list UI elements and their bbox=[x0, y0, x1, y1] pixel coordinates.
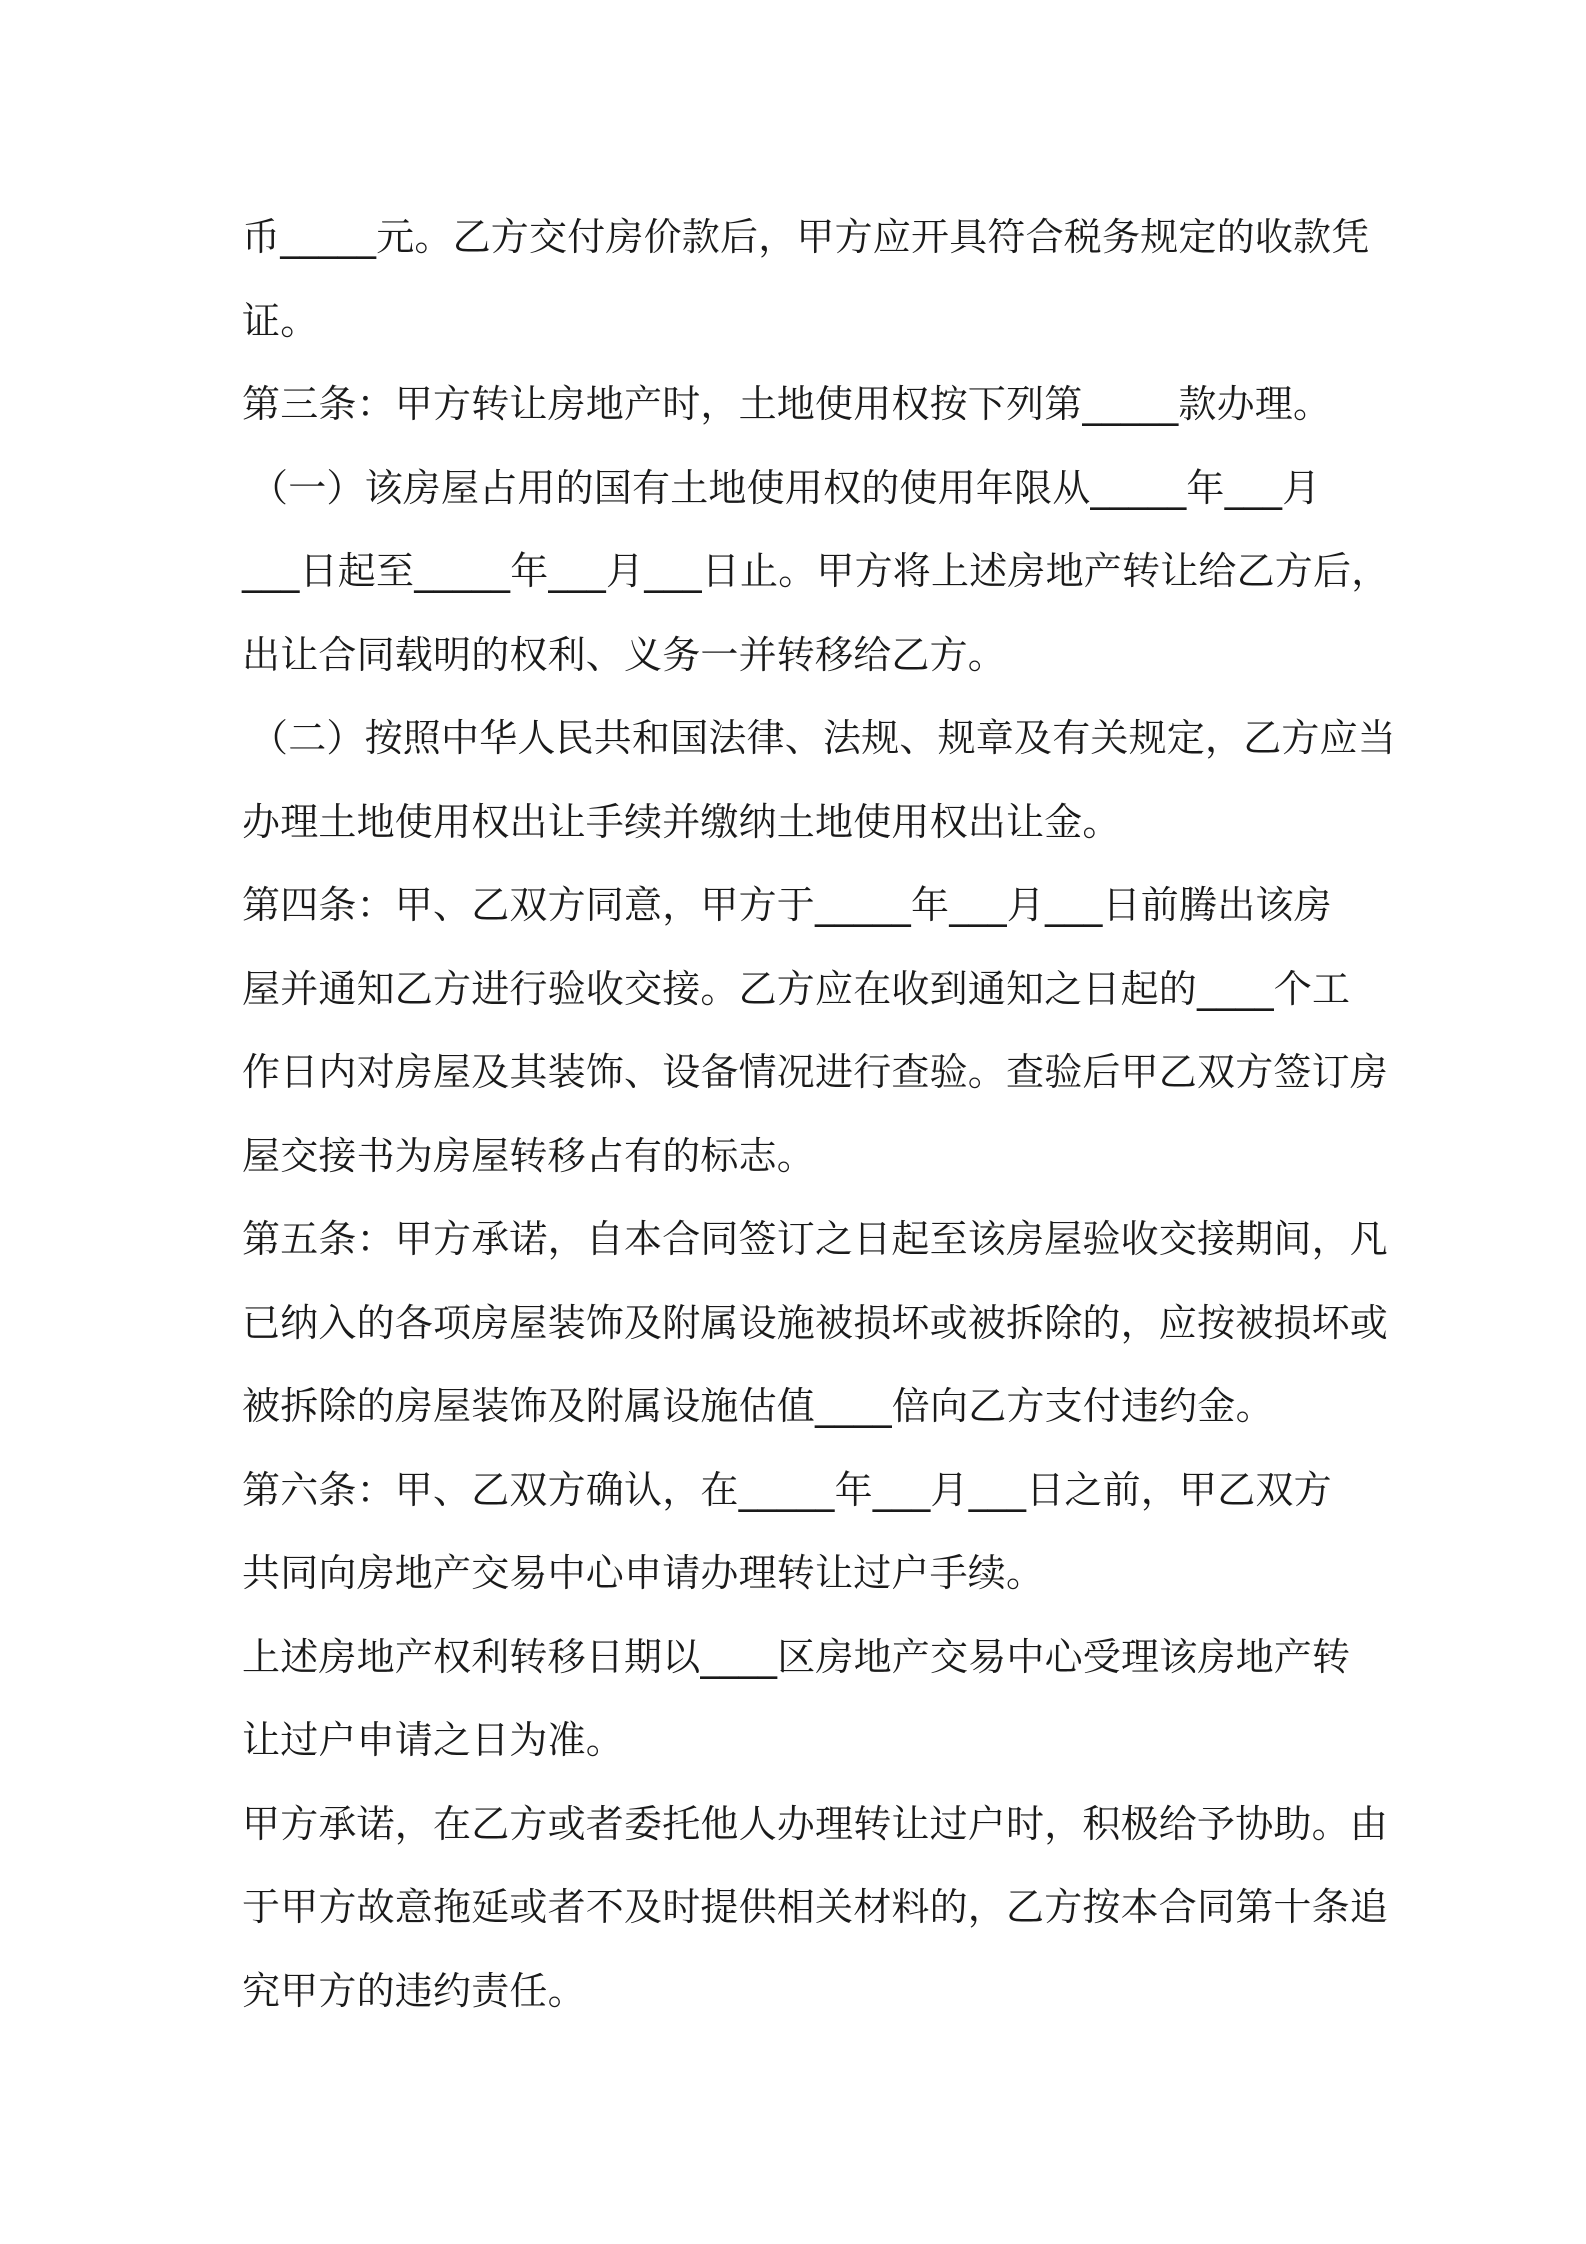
article-3-heading: 第三条：甲方转让房地产时，土地使用权按下列第_____款办理。 bbox=[242, 382, 1332, 426]
text-line: 共同向房地产交易中心申请办理转让过户手续。 bbox=[242, 1551, 1045, 1595]
article-5-heading: 第五条：甲方承诺，自本合同签订之日起至该房屋验收交接期间，凡 bbox=[242, 1217, 1389, 1261]
text-line: 屋并通知乙方进行验收交接。乙方应在收到通知之日起的____个工 bbox=[242, 966, 1351, 1011]
text-line: 屋交接书为房屋转移占有的标志。 bbox=[242, 1133, 816, 1178]
text-line: 让过户申请之日为准。 bbox=[242, 1718, 625, 1762]
text-line: ___日起至_____年___月___日止。甲方将上述房地产转让给乙方后， bbox=[242, 549, 1390, 593]
text-line: 证。 bbox=[242, 298, 319, 343]
text-line: 出让合同载明的权利、义务一并转移给乙方。 bbox=[242, 632, 1007, 677]
clause-2-line: （二）按照中华人民共和国法律、法规、规章及有关规定，乙方应当 bbox=[250, 716, 1397, 760]
text-line: 办理土地使用权出让手续并缴纳土地使用权出让金。 bbox=[242, 799, 1121, 844]
text-line: 上述房地产权利转移日期以____区房地产交易中心受理该房地产转 bbox=[242, 1634, 1351, 1679]
text-line: 已纳入的各项房屋装饰及附属设施被损坏或被拆除的，应按被损坏或 bbox=[242, 1300, 1389, 1345]
article-4-heading: 第四条：甲、乙双方同意，甲方于_____年___月___日前腾出该房 bbox=[242, 883, 1332, 927]
text-line: 币_____元。乙方交付房价款后，甲方应开具符合税务规定的收款凭 bbox=[242, 215, 1370, 259]
text-line: 于甲方故意拖延或者不及时提供相关材料的，乙方按本合同第十条追 bbox=[242, 1885, 1389, 1929]
text-line: 究甲方的违约责任。 bbox=[242, 1968, 586, 2013]
text-line: 作日内对房屋及其装饰、设备情况进行查验。查验后甲乙双方签订房 bbox=[242, 1050, 1389, 1094]
clause-1-line: （一）该房屋占用的国有土地使用权的使用年限从_____年___月 bbox=[250, 465, 1321, 510]
contract-text bbox=[242, 196, 1397, 2033]
article-6-heading: 第六条：甲、乙双方确认，在_____年___月___日之前，甲乙双方 bbox=[242, 1467, 1332, 1512]
text-line: 被拆除的房屋装饰及附属设施估值____倍向乙方支付违约金。 bbox=[242, 1384, 1274, 1428]
text-line: 甲方承诺，在乙方或者委托他人办理转让过户时，积极给予协助。由 bbox=[242, 1801, 1389, 1846]
